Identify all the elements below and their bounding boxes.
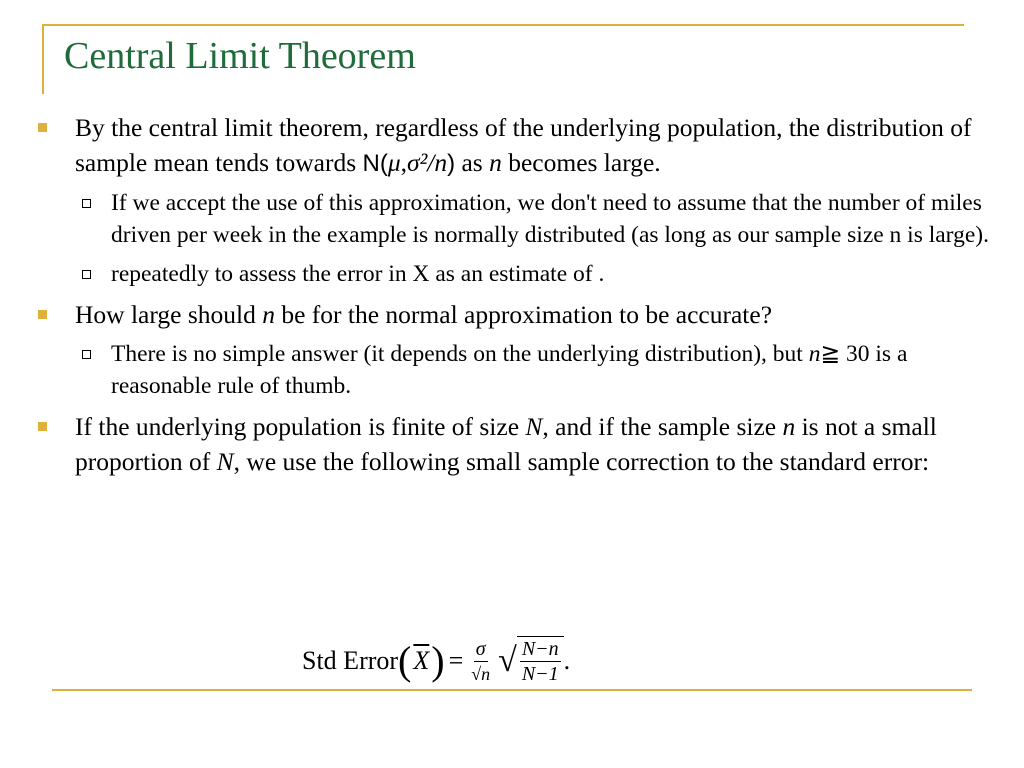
x-bar-symbol: $\overline{X}$ bbox=[413, 646, 430, 675]
slide-title: Central Limit Theorem bbox=[64, 35, 416, 77]
sigma-over-sqrt-n: $\frac{\sigma}{√n}$ bbox=[471, 637, 491, 684]
square-bullet-icon bbox=[38, 123, 47, 132]
hollow-square-bullet-icon bbox=[82, 199, 91, 208]
sub-bullet-approximation: If we accept the use of this approximation, we don't need to assume that the number of miles driven per week in the example is normally distributed (as long as our sample size n is large). bbox=[36, 187, 996, 251]
formula-label: Std Error bbox=[302, 646, 399, 675]
std-error-formula: Std Error ( $\overline{X}$ ) = $\frac{\sigma}{√n}$ √ N−n N−1 . bbox=[302, 637, 571, 685]
correction-fraction: N−n N−1 bbox=[517, 636, 564, 686]
hollow-square-bullet-icon bbox=[82, 270, 91, 279]
bullet-finite-population: If the underlying population is finite of size N, and if the sample size n is not a small proportion of N, we use the following small sample correction to the standard error: bbox=[36, 409, 996, 479]
hollow-square-bullet-icon bbox=[82, 350, 91, 359]
slide-body bbox=[36, 110, 996, 485]
square-bullet-icon bbox=[38, 310, 47, 319]
bullet-how-large: How large should n be for the normal approximation to be accurate? bbox=[36, 297, 996, 332]
radical-sign: √ bbox=[498, 642, 517, 679]
sub-bullet-rule-of-thumb: There is no simple answer (it depends on the underlying distribution), but n≧ 30 is a reasonable rule of thumb. bbox=[36, 338, 996, 402]
title-frame-left-line bbox=[42, 24, 44, 94]
title-frame-top-line bbox=[42, 24, 964, 26]
bullet-clt-statement: By the central limit theorem, regardless of the underlying population, the distribution of sample mean tends towards N(μ,σ²/n) as n becomes large. bbox=[36, 110, 996, 181]
square-bullet-icon bbox=[38, 422, 47, 431]
sub-bullet-repeatedly: repeatedly to assess the error in X as an estimate of . bbox=[36, 258, 996, 290]
